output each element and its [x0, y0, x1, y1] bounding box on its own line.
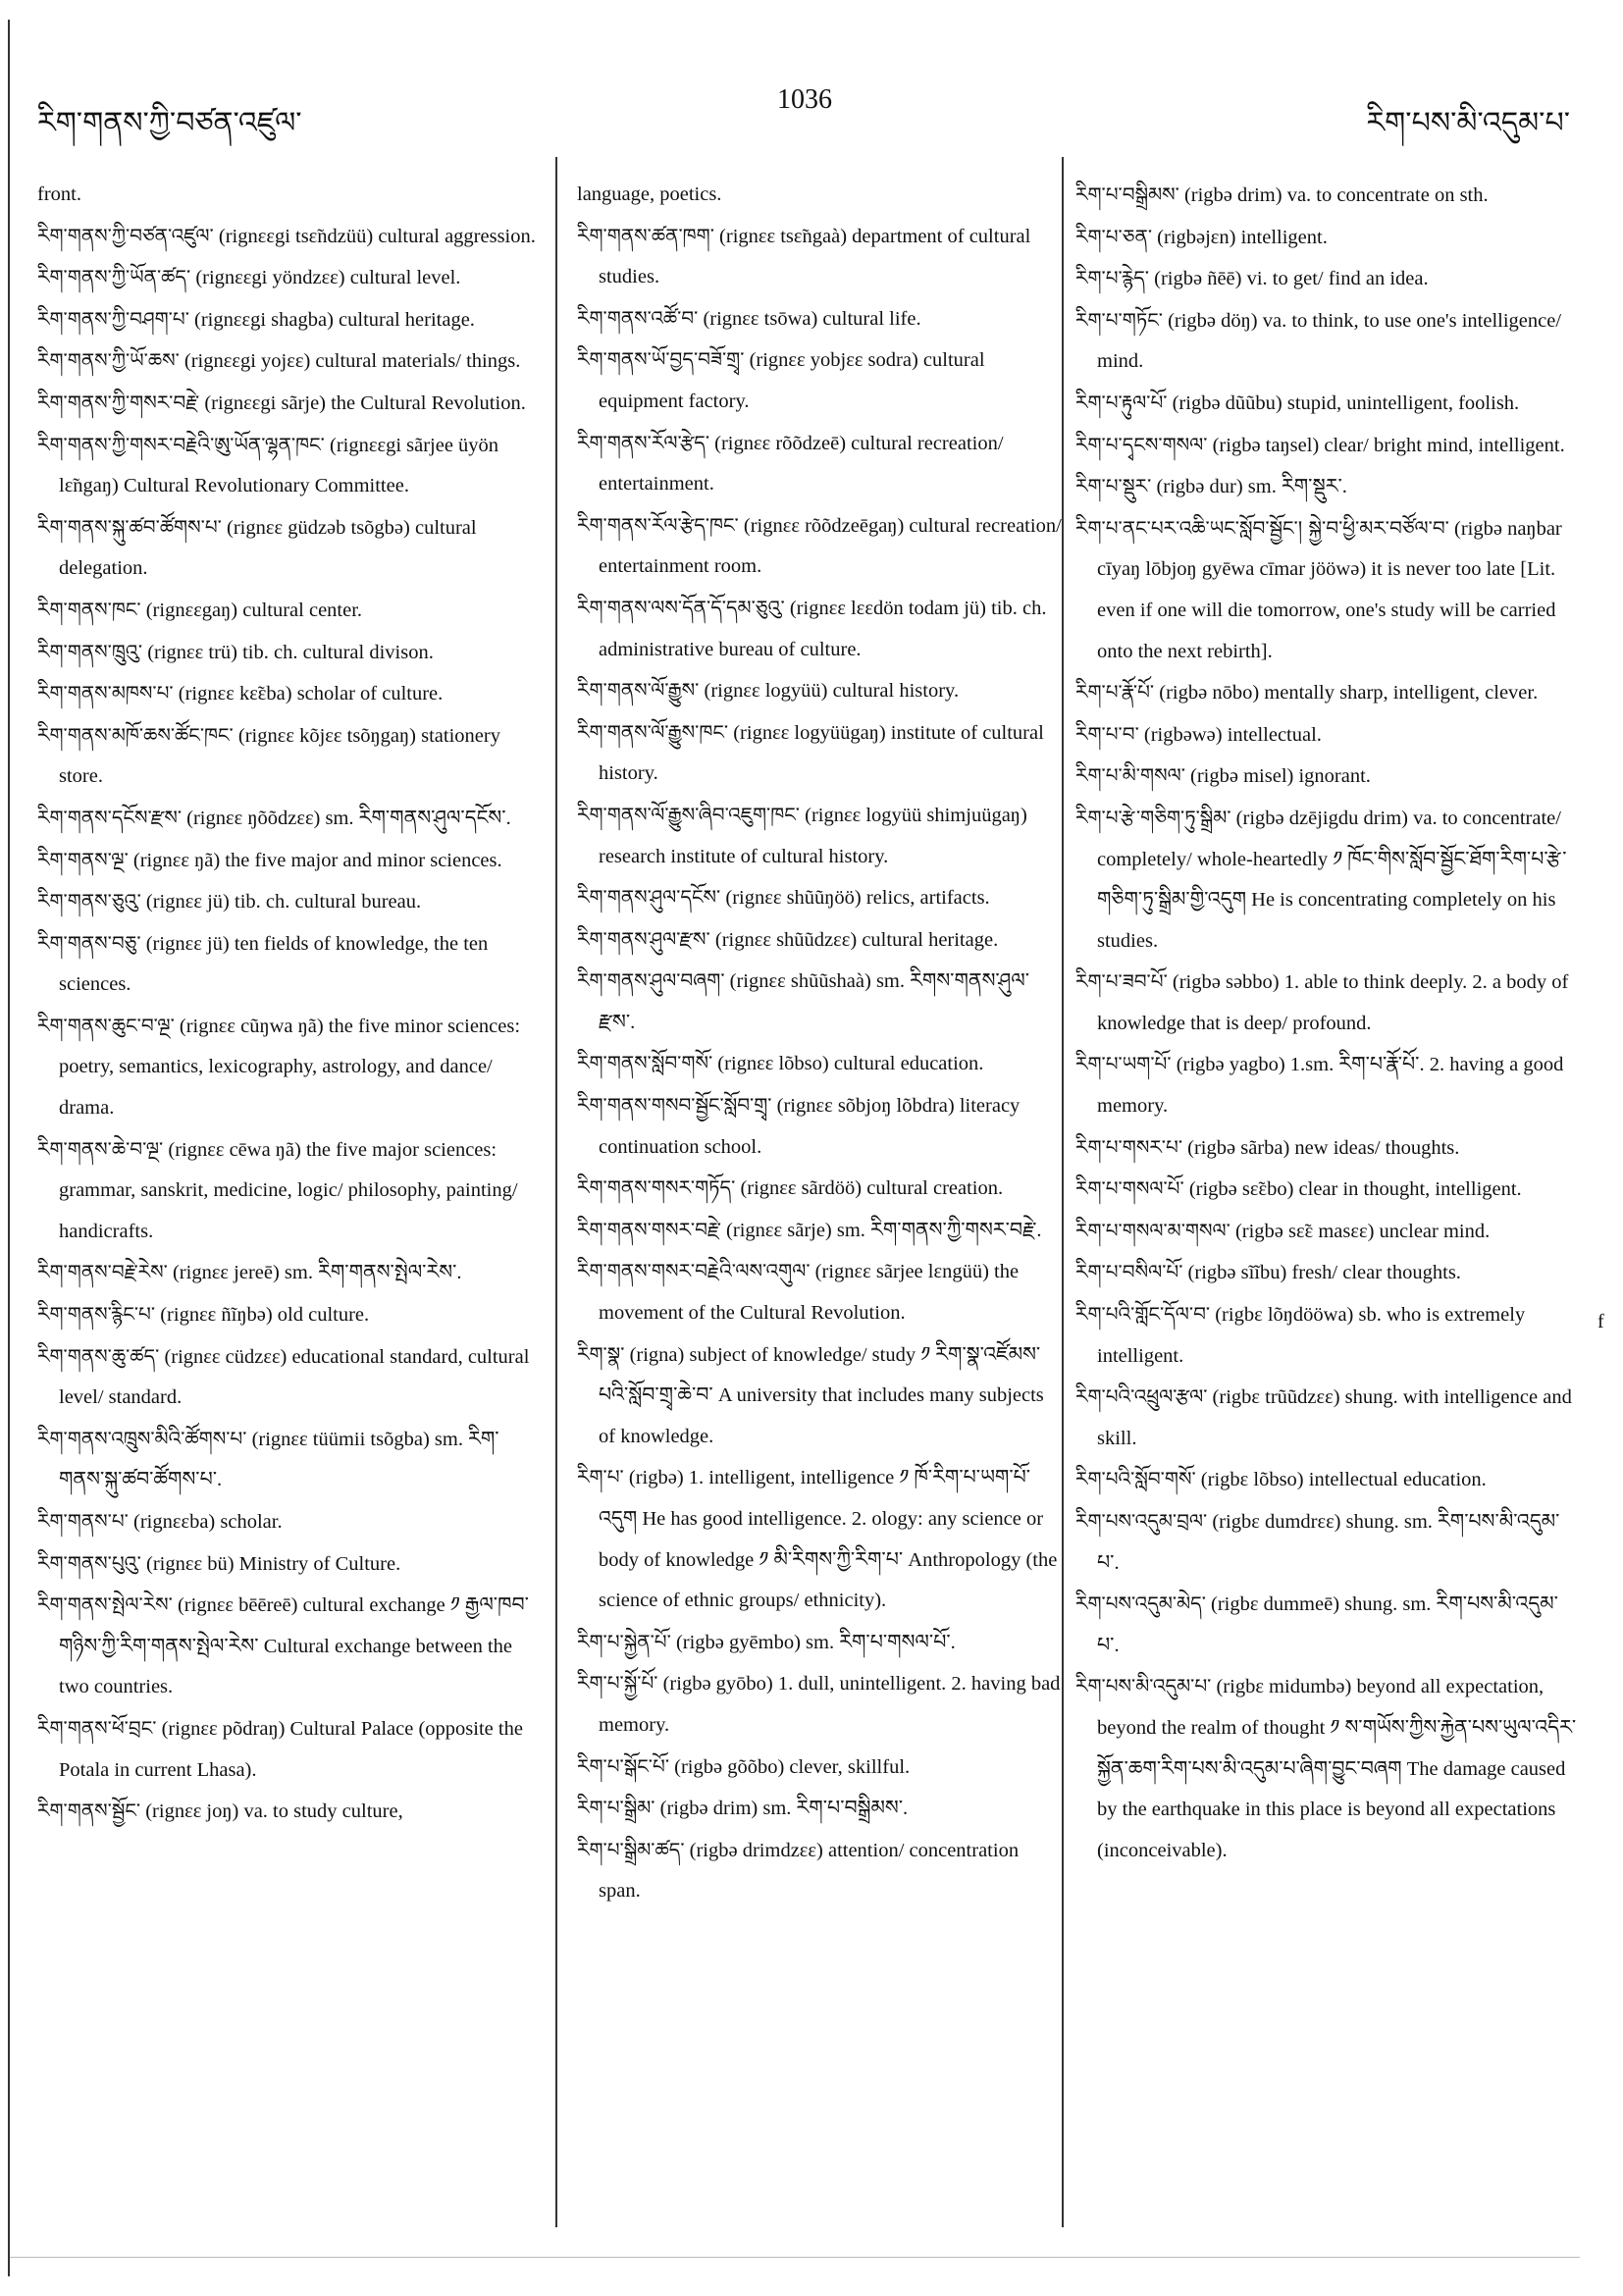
entry-definition: (rignɛɛ sõbjoŋ lõbdra) literacy continuation school. [599, 1095, 1021, 1158]
entry-headword: རིག་གནས་ཚན་ཁག་ [577, 223, 714, 247]
entry-definition: (rignɛɛ bü) Ministry of Culture. [140, 1552, 401, 1575]
entry-definition: (rignɛɛ jereē) sm. རིག་གནས་སྤེལ་རེས་. [167, 1262, 462, 1284]
dictionary-entry [1075, 714, 1580, 757]
dictionary-entry [1075, 1252, 1580, 1294]
entry-headword: རིག་པས་མི་འདུམ་པ་ [1075, 1674, 1212, 1698]
entry-definition: (rigbə sĩĩbu) fresh/ clear thoughts. [1182, 1262, 1461, 1284]
entry-headword: རིག་གནས་གསབ་སྦྱོང་སློབ་གྲྭ་ [577, 1093, 772, 1118]
dictionary-entry [37, 1501, 540, 1543]
entry-definition: (rignɛɛgi sãrjee üyön lɛ̃ngaŋ) Cultural Revolutionary Committee. [59, 434, 499, 497]
entry-headword: རིག་གནས་པུའུ་ [37, 1550, 141, 1575]
entry-headword: རིག་པ་མི་གསལ་ [1075, 763, 1185, 788]
dictionary-entry [1075, 1666, 1580, 1871]
entry-headword: རིག་གནས་ཀྱི་ཡོན་ཚད་ [37, 265, 191, 289]
entry-definition: (rignɛɛ ŋõõdzɛɛ) sm. རིག་གནས་ཤུལ་དངོས་. [182, 807, 511, 829]
entry-definition: (rigbə nōbo) mentally sharp, intelligent, clever. [1154, 682, 1539, 704]
entry-definition: (rignɛɛ rõõdzeē) cultural recreation/ entertainment. [599, 432, 1004, 496]
entry-headword: རིག་གནས་སྦྱོང་ [37, 1799, 141, 1823]
dictionary-entry [577, 670, 1062, 712]
entry-headword: རིག་པ་ [577, 1465, 624, 1489]
dictionary-entry [577, 1663, 1062, 1746]
column-3 [1075, 175, 1580, 2235]
entry-definition: (rigbə gõõbo) clever, skillful. [669, 1755, 911, 1778]
dictionary-entry [577, 1457, 1062, 1621]
entry-headword: རིག་པ་སྡུར་ [1075, 474, 1152, 498]
entry-headword: རིག་གནས་གསར་བརྗེ་ [577, 1217, 721, 1241]
dictionary-entry [37, 715, 540, 798]
entry-definition: (rignɛɛgi yojɛɛ) cultural materials/ things. [179, 350, 521, 373]
entry-definition: (rigbə ñēē) vi. to get/ find an idea. [1149, 268, 1429, 290]
entry-headword: རིག་གནས་ཆུ་ཚད་ [37, 1343, 160, 1368]
entry-headword: རིག་པ་སྐྱོ་པོ་ [577, 1671, 658, 1696]
dictionary-entry [577, 1622, 1062, 1664]
entry-headword: རིག་གནས་སློབ་གསོ་ [577, 1051, 713, 1075]
page-number: 1036 [777, 84, 832, 115]
dictionary-entry [1075, 1169, 1580, 1211]
dictionary-entry [1075, 672, 1580, 714]
entry-headword: རིག་སྣ་ [577, 1341, 625, 1366]
entry-headword: རིག་གནས་ཀྱི་གསར་བརྗེའི་ཨུ་ཡོན་ལྷན་ཁང་ [37, 432, 325, 456]
entry-definition: (rignɛɛ jü) ten fields of knowledge, the ten sciences. [59, 932, 489, 996]
entry-headword: རིག་གནས་རོལ་རྩེད་ [577, 430, 710, 454]
entry-headword: རིག་པ་ཟབ་པོ་ [1075, 969, 1168, 994]
entry-headword: རིག་གནས་འཁྲུས་མིའི་ཚོགས་པ་ [37, 1426, 247, 1450]
entry-headword: རིག་གནས་ཁང་ [37, 597, 141, 621]
dictionary-entry [577, 712, 1062, 795]
entry-headword: རིག་པ་གསལ་མ་གསལ་ [1075, 1218, 1230, 1242]
entry-headword: རིག་གནས་གསར་གཏོད་ [577, 1175, 736, 1200]
entry-headword: རིག་གནས་གསར་བརྗེའི་ལས་འགུལ་ [577, 1259, 811, 1283]
entry-headword: རིག་གནས་ཡོ་བྱད་བཟོ་གྲྭ་ [577, 347, 745, 372]
dictionary-entry [1075, 798, 1580, 962]
entry-headword: རིག་གནས་ལོ་རྒྱུས་ཞིབ་འཇུག་ཁང་ [577, 802, 800, 826]
entry-definition: (rigbə səbbo) 1. able to think deeply. 2. a body of knowledge that is deep/ profound. [1097, 971, 1569, 1034]
entry-definition: (rigbə dur) sm. རིག་སྡུར་. [1151, 476, 1347, 498]
dictionary-entry [577, 1210, 1062, 1252]
entry-definition: (rigbə sãrba) new ideas/ thoughts. [1182, 1136, 1460, 1159]
entry-definition: (rigbə naŋbar cīyaŋ lōbjoŋ gyēwa cīmar jööwə) it is never too late [Lit. even if one will die tomorrow, one's study will be carried onto the next rebirth]. [1097, 517, 1562, 662]
entry-headword: རིག་པ་གསལ་པོ་ [1075, 1176, 1184, 1201]
dictionary-entry [37, 590, 540, 632]
left-border-rule [8, 20, 10, 2276]
dictionary-entry [37, 383, 540, 425]
dictionary-entry [577, 588, 1062, 670]
dictionary-entry [577, 877, 1062, 919]
entry-definition: (rignɛɛ trü) tib. ch. cultural divison. [142, 641, 434, 663]
entry-definition: (rignɛɛ lɛɛdön todam jü) tib. ch. administrative bureau of culture. [599, 597, 1047, 660]
entry-headword: རིག་གནས་ཀྱི་བཤག་པ་ [37, 306, 189, 331]
entry-definition: (rigbə drim) sm. རིག་པ་བསྒྲིམས་. [654, 1798, 909, 1820]
entry-headword: རིག་གནས་ལོ་རྒྱུས་ཁང་ [577, 719, 729, 744]
entry-headword: རིག་གནས་པ་ [37, 1509, 129, 1533]
entry-definition: front. [37, 183, 81, 205]
entry-definition: (rignɛɛ güdzəb tsõgbə) cultural delegation. [59, 516, 477, 580]
entry-definition: (rignɛɛgi tsɛ̃ndzüü) cultural aggression. [213, 225, 536, 247]
column-divider-1 [555, 157, 557, 2227]
entry-headword: རིག་པ་སྒོང་པོ་ [577, 1753, 670, 1778]
entry-headword: རིག་གནས་ཀྱི་གསར་བརྗེ་ [37, 390, 200, 414]
entry-headword: རིག་པ་རྟུལ་པོ་ [1075, 390, 1168, 414]
entry-definition: (rigbɛ dumdrɛɛ) shung. sm. རིག་པས་མི་འདུམ་པ་. [1097, 1511, 1560, 1574]
entry-headword: རིག་པ་དྭངས་གསལ་ [1075, 432, 1208, 456]
entry-headword: རིག་གནས་འཚོ་བ་ [577, 305, 699, 330]
entry-headword: རིག་པ་རྩེ་གཅིག་ཏུ་སྒྲིམ་ [1075, 805, 1231, 829]
dictionary-entry [1075, 508, 1580, 672]
entry-headword: རིག་པས་འདུམ་བྲལ་ [1075, 1509, 1208, 1533]
entry-definition: (rigbɛ lõbso) intellectual education. [1195, 1469, 1487, 1491]
entry-headword: རིག་གནས་ཕོ་བྲང་ [37, 1715, 157, 1740]
dictionary-entry [1075, 756, 1580, 798]
running-head-left: རིག་གནས་ཀྱི་བཙན་འཛུལ་ [37, 106, 302, 140]
entry-definition: (rignɛɛ rõõdzeēgaŋ) cultural recreation/ entertainment room. [599, 514, 1062, 578]
entry-definition: (rigbə drim) va. to concentrate on sth. [1178, 184, 1489, 206]
dictionary-entry [37, 1585, 540, 1708]
entry-headword: རིག་གནས་བརྗེ་རེས་ [37, 1260, 168, 1284]
dictionary-entry [37, 1129, 540, 1253]
entry-definition: (rigbə gyōbo) 1. dull, unintelligent. 2. having bad memory. [599, 1673, 1061, 1736]
dictionary-entry [1075, 1211, 1580, 1253]
dictionary-entry [37, 881, 540, 923]
entry-headword: རིག་པ་ཅན་ [1075, 224, 1153, 248]
entry-headword: རིག་གནས་ཁྲུའུ་ [37, 639, 143, 663]
dictionary-entry [37, 1419, 540, 1501]
dictionary-entry [577, 505, 1062, 588]
dictionary-entry [37, 1791, 540, 1833]
entry-headword: རིག་གནས་ཆུང་བ་ལྔ་ [37, 1013, 175, 1037]
column-divider-2 [1062, 157, 1064, 2227]
entry-definition: (rignɛɛ sãrje) sm. རིག་གནས་ཀྱི་གསར་བརྗེ་. [720, 1219, 1042, 1241]
entry-headword: རིག་གནས་སྐུ་ཚབ་ཚོགས་པ་ [37, 514, 222, 539]
entry-definition: (rigbɛ trũũdzɛɛ) shung. with intelligence and skill. [1097, 1386, 1572, 1449]
dictionary-entry [577, 1747, 1062, 1789]
dictionary-entry [577, 961, 1062, 1043]
entry-definition: (rignɛɛ bēēreē) cultural exchange ༡ རྒྱལ་ཁབ་གཉིས་ཀྱི་རིག་གནས་སྤེལ་རེས་ Cultural exchange between the two countries. [59, 1594, 529, 1698]
dictionary-entry [37, 673, 540, 715]
entry-definition: (rigbə dzējigdu drim) va. to concentrate/ completely/ whole-heartedly ༡ ཁོང་གིས་སློབ་སྦྱོང་ཐོག་རིག་པ་རྩེ་གཅིག་ཏུ་སྒྲིམ་གྱི་འདུག He is concentrating completely on his studies. [1097, 807, 1567, 952]
entry-definition: (rignɛɛ tsɛ̃ngaà) department of cultural studies. [599, 225, 1031, 288]
dictionary-entry [37, 257, 540, 299]
dictionary-entry [37, 216, 540, 258]
entry-definition: (rignɛɛ kõjɛɛ tsõŋgaŋ) stationery store. [59, 724, 500, 788]
dictionary-entry [577, 175, 1062, 216]
entry-definition: (rignɛɛ tsōwa) cultural life. [698, 307, 921, 330]
dictionary-entry [1075, 962, 1580, 1044]
dictionary-entry [577, 1085, 1062, 1168]
dictionary-entry [1075, 1127, 1580, 1170]
entry-definition: (rigbə taŋsel) clear/ bright mind, intelligent. [1207, 434, 1565, 456]
dictionary-entry [1075, 217, 1580, 259]
entry-headword: རིག་པ་རྣོ་པོ་ [1075, 680, 1155, 704]
entry-definition: (rignɛɛ cũŋwa ŋã) the five minor sciences: poetry, semantics, lexicography, astrology, and dance/ drama. [59, 1015, 521, 1120]
entry-headword: རིག་གནས་ཤུལ་བཞག་ [577, 968, 725, 993]
entry-definition: (rigbə sɛ̃ɛbo) clear in thought, intelligent. [1183, 1178, 1522, 1201]
entry-definition: (rignɛɛ logyüü shimjuügaŋ) research institute of cultural history. [599, 804, 1027, 867]
dictionary-entry [37, 175, 540, 216]
dictionary-entry [577, 1043, 1062, 1085]
entry-definition: (rignɛɛ jü) tib. ch. cultural bureau. [140, 891, 422, 913]
entry-definition: (rignɛɛgaŋ) cultural center. [140, 599, 363, 621]
entry-definition: (rigbɛ midumbə) beyond all expectation, beyond the realm of thought ༡ ས་གཡོས་ཀྱིས་རྐྱེན་པས་ཡུལ་འདིར་སྐྱོན་ཆག་རིག་པས་མི་འདུམ་པ་ཞིག་བྱུང་བཞག The damage caused by the earthquake in this place is beyond all expectations (inconceivable). [1097, 1676, 1577, 1861]
dictionary-entry [1075, 1044, 1580, 1126]
column-1 [37, 175, 540, 2235]
entry-headword: རིག་པ་སྐྱེན་པོ་ [577, 1629, 671, 1653]
dictionary-entry [1075, 300, 1580, 383]
dictionary-entry [577, 216, 1062, 298]
entry-headword: རིག་པའི་སློབ་གསོ་ [1075, 1467, 1196, 1491]
entry-definition: (rignɛɛ cüdzɛɛ) educational standard, cultural level/ standard. [59, 1345, 530, 1409]
dictionary-entry [577, 1788, 1062, 1830]
dictionary-entry [37, 1294, 540, 1336]
dictionary-entry [37, 340, 540, 383]
entry-headword: རིག་གནས་རྙིང་པ་ [37, 1302, 156, 1327]
entry-headword: རིག་པ་གསར་པ་ [1075, 1134, 1183, 1159]
entry-definition: (rigbɛ dummeē) shung. sm. རིག་པས་མི་འདུམ་པ་. [1097, 1593, 1558, 1656]
entry-definition: (rigbɛ lõŋdööwa) sb. who is extremely intelligent. [1097, 1304, 1526, 1367]
dictionary-entry [1075, 1584, 1580, 1666]
running-head-right: རིག་པས་མི་འདུམ་པ་ [1366, 106, 1570, 140]
entry-definition: (rignɛɛ kɛ̃ɛba) scholar of culture. [173, 683, 444, 705]
entry-definition: (rigbə misel) ignorant. [1184, 765, 1371, 788]
entry-definition: (rignɛɛ sãrjee lɛngüü) the movement of the Cultural Revolution. [599, 1261, 1020, 1325]
dictionary-entry [577, 1830, 1062, 1912]
dictionary-entry [37, 299, 540, 341]
entry-headword: རིག་པ་བ་ [1075, 721, 1139, 746]
entry-headword: རིག་པ་བསིལ་པོ་ [1075, 1260, 1183, 1284]
entry-headword: རིག་གནས་རོལ་རྩེད་ཁང་ [577, 512, 739, 537]
dictionary-entry [1075, 383, 1580, 425]
dictionary-entry [1075, 258, 1580, 300]
entry-headword: རིག་གནས་དངོས་རྫས་ [37, 805, 183, 829]
entry-headword: རིག་གནས་ཀྱི་ཡོ་ཆས་ [37, 348, 180, 373]
entry-headword: རིག་གནས་མཁོ་ཆས་ཚོང་ཁང་ [37, 722, 234, 747]
entry-definition: (rigbə yagbo) 1.sm. རིག་པ་རྣོ་པོ་. 2. having a good memory. [1097, 1054, 1564, 1118]
entry-definition: (rignɛɛ shũũŋöö) relics, artifacts. [720, 887, 990, 910]
entry-headword: རིག་གནས་ལས་དོན་དོ་དམ་ཅུའུ་ [577, 595, 785, 619]
entry-definition: (rignɛɛ lõbso) cultural education. [712, 1053, 984, 1075]
entry-headword: རིག་གནས་ཆེ་བ་ལྔ་ [37, 1136, 164, 1161]
bottom-rule [10, 2257, 1580, 2258]
dictionary-entry [37, 1543, 540, 1586]
entry-definition: (rignɛɛba) scholar. [128, 1511, 283, 1533]
entry-definition: (rignɛɛ ŋã) the five major and minor sciences. [128, 849, 502, 871]
entry-headword: རིག་གནས་བཅུ་ [37, 930, 141, 955]
entry-headword: རིག་པ་བསྒྲིམས་ [1075, 183, 1179, 206]
entry-definition: (rignɛɛ ñĩŋbə) old culture. [155, 1304, 370, 1327]
entry-headword: རིག་གནས་ཅུའུ་ [37, 889, 141, 913]
entry-definition: (rigbə sɛ̃ɛ masɛɛ) unclear mind. [1230, 1220, 1491, 1242]
entry-definition: (rigbə) 1. intelligent, intelligence ༡ ཁོ་རིག་པ་ཡག་པོ་འདུག He has good intelligence. 2. ology: any science or body of knowledge ༡ མི་རིགས་ཀྱི་རིག་པ་ Anthropology (the science of ethnic groups/ ethnicity). [599, 1467, 1058, 1612]
dictionary-entry [1075, 466, 1580, 508]
dictionary-entry [37, 632, 540, 674]
dictionary-entry [37, 840, 540, 882]
entry-headword: རིག་པ་གཏོང་ [1075, 307, 1163, 332]
entry-definition: (rignɛɛ cēwa ŋã) the five major sciences: grammar, sanskrit, medicine, logic/ philosophy, painting/ handicrafts. [59, 1138, 518, 1242]
dictionary-entry [37, 507, 540, 590]
page-header [0, 0, 1623, 147]
dictionary-entry [1075, 175, 1580, 217]
entry-headword: རིག་པས་འདུམ་མེད་ [1075, 1592, 1206, 1616]
dictionary-entry [577, 339, 1062, 422]
entry-definition: language, poetics. [577, 183, 722, 205]
entry-headword: རིག་གནས་ཤུལ་དངོས་ [577, 885, 721, 910]
entry-definition: (rignɛɛ põdraŋ) Cultural Palace (opposite the Potala in current Lhasa). [59, 1717, 523, 1781]
dictionary-entry [37, 1252, 540, 1294]
dictionary-entry [1075, 425, 1580, 467]
dictionary-entry [577, 1251, 1062, 1333]
dictionary-entry [37, 923, 540, 1006]
dictionary-entry [577, 1168, 1062, 1210]
entry-headword: རིག་གནས་ལྔ་ [37, 847, 129, 871]
entry-definition: (rignɛɛgi yöndzɛɛ) cultural level. [190, 267, 461, 289]
entry-headword: རིག་གནས་ཤུལ་རྫས་ [577, 926, 710, 951]
entry-definition: (rignɛɛ logyüü) cultural history. [699, 680, 960, 703]
entry-definition: (rigbə drimdzɛɛ) attention/ concentration span. [599, 1839, 1020, 1903]
dictionary-entry [37, 1336, 540, 1419]
dictionary-entry [37, 1006, 540, 1129]
entry-definition: (rignɛɛ tüümii tsõgba) sm. རིག་གནས་སྐུ་ཚབ་ཚོགས་པ་. [59, 1428, 499, 1491]
dictionary-entry [37, 425, 540, 507]
dictionary-entry [577, 919, 1062, 962]
entry-headword: རིག་པ་རྙེད་ [1075, 266, 1149, 290]
entry-headword: རིག་པའི་འཕྲུལ་རྩལ་ [1075, 1384, 1208, 1409]
entry-definition: (rigbə dũũbu) stupid, unintelligent, foolish. [1167, 391, 1520, 414]
entry-definition: (rigbəjɛn) intelligent. [1152, 226, 1328, 248]
entry-definition: (rigbəwə) intellectual. [1138, 723, 1322, 746]
dictionary-entry [577, 423, 1062, 505]
entry-definition: (rignɛɛ shũũdzɛɛ) cultural heritage. [709, 928, 999, 951]
entry-definition: (rignɛɛ joŋ) va. to study culture, [140, 1800, 403, 1823]
entry-definition: (rignɛɛ logyüügaŋ) institute of cultural history. [599, 721, 1044, 785]
entry-headword: རིག་པ་ཡག་པོ་ [1075, 1052, 1172, 1076]
entry-definition: (rigna) subject of knowledge/ study ༡ རིག་སྣ་འཛོམས་པའི་སློབ་གྲྭ་ཆེ་བ་ A university that includes many subjects of knowledge. [599, 1343, 1044, 1447]
dictionary-entry [1075, 1459, 1580, 1501]
entry-headword: རིག་གནས་སྤེལ་རེས་ [37, 1592, 173, 1617]
dictionary-entry [577, 298, 1062, 340]
entry-headword: རིག་པ་སྒྲིམ་ཚད་ [577, 1837, 685, 1861]
entry-definition: (rigbə döŋ) va. to think, to use one's intelligence/ mind. [1097, 309, 1562, 373]
entry-headword: རིག་གནས་ཀྱི་བཙན་འཛུལ་ [37, 223, 214, 247]
dictionary-entry [37, 1708, 540, 1791]
entry-definition: (rignɛɛ sãrdöö) cultural creation. [735, 1177, 1004, 1200]
entry-definition: (rignɛɛ shũũshaà) sm. རིགས་གནས་ཤུལ་རྫས་. [599, 970, 1030, 1033]
entry-definition: (rignɛɛgi shagba) cultural heritage. [188, 308, 475, 331]
dictionary-entry [1075, 1294, 1580, 1377]
dictionary-entry [577, 795, 1062, 877]
dictionary-entry [1075, 1501, 1580, 1584]
entry-definition: (rigbə gyēmbo) sm. རིག་པ་གསལ་པོ་. [670, 1631, 956, 1653]
column-2 [577, 175, 1062, 2235]
entry-headword: རིག་པ་ནང་པར་འཆི་ཡང་སློབ་སྦྱོང་། སྐྱེ་བ་ཕྱི་མར་བཙོལ་བ་ [1075, 515, 1449, 540]
dictionary-entry [1075, 1377, 1580, 1459]
entry-definition: (rignɛɛgi sãrje) the Cultural Revolution. [199, 391, 526, 414]
dictionary-entry [37, 798, 540, 840]
entry-headword: རིག་པའི་གློང་དོལ་བ་ [1075, 1302, 1211, 1327]
margin-mark: f [1597, 1311, 1604, 1332]
entry-headword: རིག་པ་སྒྲིམ་ [577, 1796, 655, 1820]
entry-headword: རིག་གནས་མཁས་པ་ [37, 681, 174, 705]
dictionary-entry [577, 1334, 1062, 1458]
entry-headword: རིག་གནས་ལོ་རྒྱུས་ [577, 678, 700, 703]
entry-definition: (rignɛɛ yobjɛɛ sodra) cultural equipment factory. [599, 349, 985, 412]
